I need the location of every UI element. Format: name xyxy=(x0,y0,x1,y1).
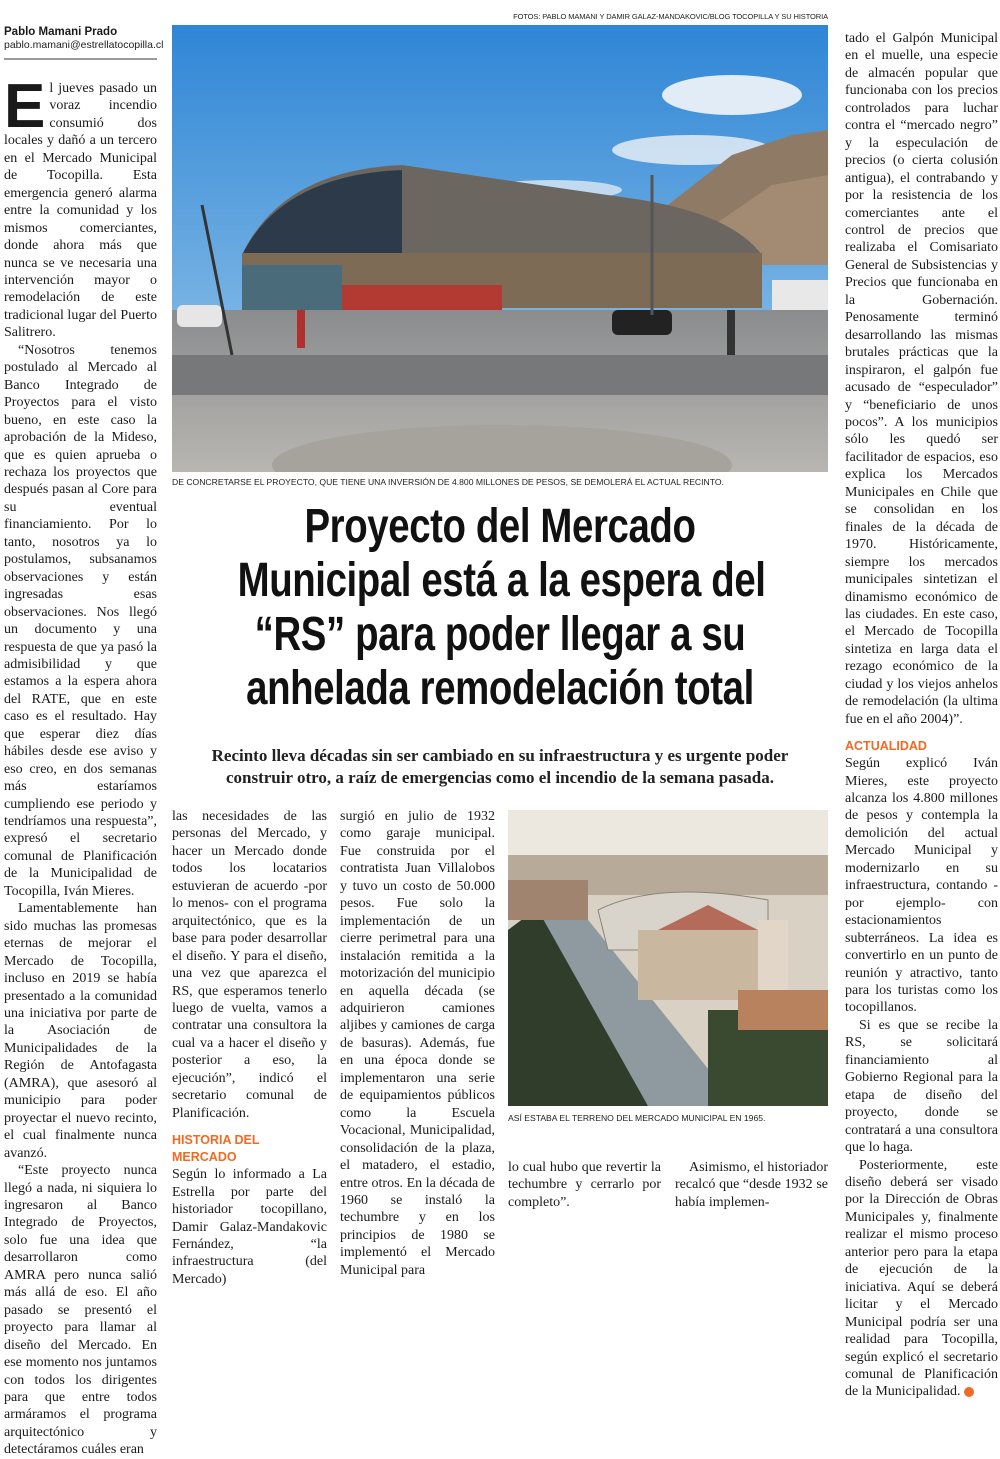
end-mark-star-icon: ★ xyxy=(964,1387,974,1397)
article-column-5 xyxy=(675,1159,828,1211)
subheadline-line: construir otro, a raíz de emergencias como el incendio de la semana pasada. xyxy=(225,768,775,787)
article-column-1 xyxy=(4,72,157,1459)
paragraph: Según explicó Iván Mieres, este proyecto alcanza los 4.800 millones de pesos y contempla la demolición del actual Mercado Municipal y modernizarlo en su infraestructura, contando -por ejemplo- con estacionamientos subterráneos. La idea es convertirlo en un punto de reunión y atractivo, tanto para los turistas como los tocopillanos. xyxy=(845,756,998,1016)
headline-line: “RS” para poder llegar a su xyxy=(254,608,746,661)
lead-paragraph xyxy=(4,72,157,342)
headline-line: anhelada remodelación total xyxy=(246,662,754,715)
paragraph: “Nosotros tenemos postulado al Mercado al Banco Integrado de Proyectos para el visto bueno, en este caso la aprobación de la Mideso, que es quien aprueba o rechaza los proyectos que después pasan al Core para su eventual financiamiento. Por lo tanto, nosotros ya lo postulamos, subsanamos observaciones y están ingresadas esas observaciones. Nos llegó un documento y una respuesta de que ya pasó la admisibilidad y que estamos a la espera ahora del RATE, que en este caso es el resultado. Hay que esperar diez días hábiles desde ese aviso y eso creo, en dos semanas más estaríamos cumpliendo ese periodo y tendríamos una respuesta”, expresó el secretario comunal de Planificación de la Municipalidad de Tocopilla, Iván Mieres. xyxy=(4,342,157,899)
paragraph: lo cual hubo que revertir la techumbre y cerrarlo por completo”. xyxy=(508,1160,661,1210)
headline-line: Municipal está a la espera del xyxy=(237,554,766,607)
author-name: Pablo Mamani Prado xyxy=(4,26,118,38)
article-column-6 xyxy=(845,30,998,1401)
byline-divider xyxy=(4,58,157,60)
photo-credit: FOTOS: PABLO MAMANI Y DAMIR GALAZ-MANDAKOVIC/BLOG TOCOPILLA Y SU HISTORIA xyxy=(513,12,828,21)
historic-aerial-photo xyxy=(508,810,828,1106)
subheadline-line: Recinto lleva décadas sin ser cambiado en su infraestructura y es urgente poder xyxy=(211,746,789,765)
byline xyxy=(4,26,164,52)
article-column-3 xyxy=(340,808,495,1279)
lead-text: l jueves pasado un voraz incendio consumió dos locales y dañó a un tercero en el Mercado Municipal de Tocopilla. Esta emergencia generó alarma entre la comunidad y los mismos comerciantes, donde ahora más que nunca se ve necesaria una intervención mayor o remodelación de este tradicional lugar del Puerto Salitrero. xyxy=(4,81,157,341)
section-heading-history: HISTORIA DEL MERCADO xyxy=(172,1133,260,1165)
paragraph: las necesidades de las personas del Mercado, y hacer un Mercado donde todos los locatarios estuvieran de acuerdo -por lo menos- con el programa arquitectónico, que es la base para poder desarrollar el diseño. Y para el diseño, una vez que aparezca el RS, que esperamos tenerlo luego de vuelta, vamos a contratar una consultora la cual va a hacer el diseño y posterior a eso, la ejecución”, indicó el secretario comunal de Planificación. xyxy=(172,809,327,1121)
paragraph xyxy=(845,1157,998,1401)
paragraph: Asimismo, el historiador recalcó que “desde 1932 se había implemen- xyxy=(675,1160,828,1210)
headline-line: Proyecto del Mercado xyxy=(304,500,696,553)
aerial-1965-image xyxy=(508,810,828,1106)
paragraph: tado el Galpón Municipal en el muelle, una especie de almacén popular que funcionaba con los precios controlados para luchar contra el “mercado negro” y la especulación de precios (o cierta colusión antigua), el contrabando y por la resistencia de los comerciantes ante el control de precios que realizaba el Comisariato General de Subsistencias y Precios que funcionaba en la Gobernación. Penosamente terminó desarrollando las mismas brutales prácticas que la inspiraron, el galpón fue acusado de “especulador” y “beneficiario de unos pocos”. A los municipios sólo les quedó ser facilitador de espacios, eso explica los Mercados Municipales en Chile que se consolidan en los finales de la década de 1970. Históricamente, siempre los mercados municipales sintetizan el dinamismo económico de las ciudades. En este caso, el Mercado de Tocopilla sintetiza en larga data el rezago económico de la ciudad y los viejos anhelos de remodelación (la ultima fue en el año 2004)”. xyxy=(845,31,998,727)
drop-cap: E xyxy=(4,72,46,141)
paragraph: Lamentablemente han sido muchas las promesas eternas de mejorar el Mercado de Tocopilla, incluso en 2019 se había presentado a la comunidad una iniciativa por parte de la Asociación de Municipalidades de la Región de Antofagasta (AMRA), que asesoró al municipio para poder proyectar el nuevo recinto, el cual finalmente nunca avanzó. xyxy=(4,901,157,1161)
photo1-caption: DE CONCRETARSE EL PROYECTO, QUE TIENE UNA INVERSIÓN DE 4.800 MILLONES DE PESOS, SE DEMOLERÁ EL ACTUAL RECINTO. xyxy=(172,477,724,487)
paragraph: Según lo informado a La Estrella por parte del historiador tocopillano, Damir Galaz-Mandakovic Fernández, “la infraestructura (del Mercado) xyxy=(172,1167,327,1287)
closing-text: Posteriormente, este diseño deberá ser visado por la Dirección de Obras Municipales y, finalmente realizar el mismo proceso anterior pero para la etapa de ejecución de la iniciativa. Aquí se deberá licitar y el Mercado Municipal podría ser una realidad para Tocopilla, según explicó el secretario comunal de Planificación de la Municipalidad. xyxy=(845,1157,998,1400)
paragraph: “Este proyecto nunca llegó a nada, ni siquiera lo ingresaron al Banco Integrado de Proyectos, solo fue una idea que desarrollaron como AMRA pero nunca salió más allá de eso. El año pasado se presentó el proyecto para llamar al diseño del Mercado. En ese momento nos juntamos con todos los dirigentes para que entre todos armáramos el programa arquitectónico y detectáramos cuáles eran xyxy=(4,1163,157,1458)
paragraph: Si es que se recibe la RS, se solicitará financiamiento al Gobierno Regional para la etapa de diseño del proyecto, donde se contratará a una consultora que lo haga. xyxy=(845,1017,998,1156)
article-column-2 xyxy=(172,808,327,1288)
author-email[interactable]: pablo.mamani@estrellatocopilla.cl xyxy=(4,39,164,51)
headline xyxy=(172,500,828,716)
article-column-4 xyxy=(508,1159,661,1211)
photo2-caption: ASÍ ESTABA EL TERRENO DEL MERCADO MUNICIPAL EN 1965. xyxy=(508,1113,766,1123)
market-building-image xyxy=(172,25,828,472)
section-heading-actualidad: ACTUALIDAD xyxy=(845,739,927,754)
subheadline xyxy=(172,745,828,789)
paragraph: surgió en julio de 1932 como garaje municipal. Fue construida por el contratista Juan Villalobos y tuvo un costo de 50.000 pesos. Fue solo la implementación de un cierre perimetral para una instalación remitida a la motorización del municipio en aquella década (se adquirieron camiones aljibes y camiones de carga de basuras). Además, fue en una época donde se implementaron una serie de equipamientos públicos como la Escuela Vocacional, Municipalidad, consolidación de la plaza, el matadero, el estadio, entre otros. En la década de 1960 se instaló la techumbre y en los principios de 1980 se implementó el Mercado Municipal para xyxy=(340,809,495,1278)
market-building-photo xyxy=(172,25,828,472)
